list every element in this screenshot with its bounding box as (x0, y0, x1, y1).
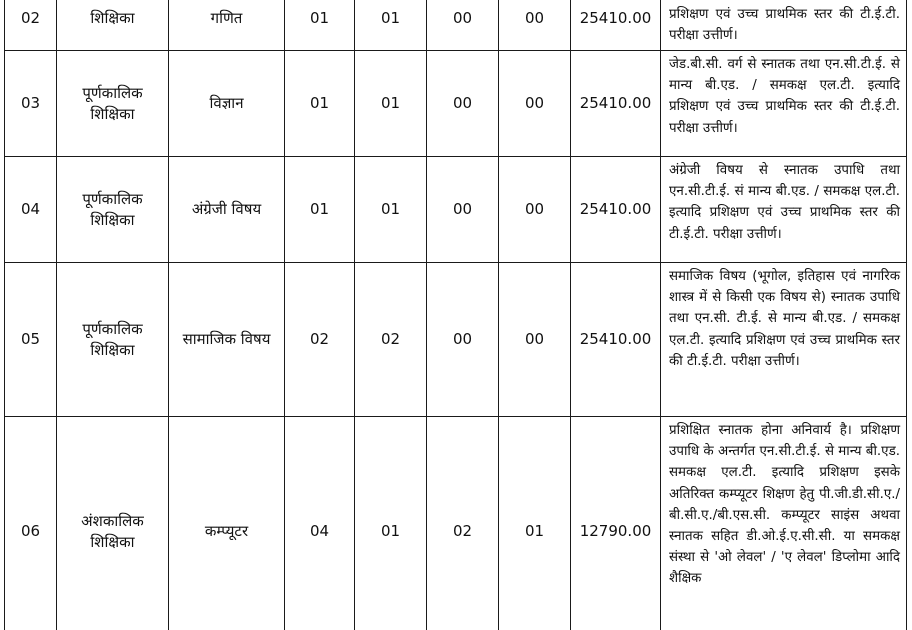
count-cell: 01 (285, 51, 355, 157)
pay-amount: 25410.00 (571, 51, 661, 157)
count-cell: 00 (499, 51, 571, 157)
count-cell: 02 (355, 263, 427, 417)
pay-amount: 12790.00 (571, 417, 661, 630)
count-cell: 02 (427, 417, 499, 630)
subject-name: विज्ञान (169, 51, 285, 157)
post-name: शिक्षिका (57, 0, 169, 51)
table-row (5, 157, 907, 263)
vacancy-table (4, 0, 907, 630)
pay-amount: 25410.00 (571, 157, 661, 263)
post-name: पूर्णकालिक शिक्षिका (57, 51, 169, 157)
count-cell: 01 (355, 157, 427, 263)
count-cell: 01 (285, 0, 355, 51)
subject-name: अंग्रेजी विषय (169, 157, 285, 263)
count-cell: 04 (285, 417, 355, 630)
serial-number: 03 (5, 51, 57, 157)
count-cell: 00 (427, 263, 499, 417)
count-cell: 02 (285, 263, 355, 417)
pay-amount: 25410.00 (571, 263, 661, 417)
post-name: अंशकालिक शिक्षिका (57, 417, 169, 630)
table-row (5, 0, 907, 51)
count-cell: 00 (427, 51, 499, 157)
count-cell: 01 (355, 0, 427, 51)
table-row (5, 51, 907, 157)
count-cell: 01 (499, 417, 571, 630)
post-name: पूर्णकालिक शिक्षिका (57, 157, 169, 263)
count-cell: 00 (427, 157, 499, 263)
qualification-text: अंग्रेजी विषय से स्नातक उपाधि तथा एन.सी.टी.ई. सं मान्य बी.एड. / समकक्ष एल.टी. इत्यादि प्रशिक्षण एवं उच्च प्राथमिक स्तर की टी.ई.टी. परीक्षा उत्तीर्ण। (661, 157, 907, 263)
serial-number: 02 (5, 0, 57, 51)
qualification-text: प्रशिक्षण एवं उच्च प्राथमिक स्तर की टी.ई.टी. परीक्षा उत्तीर्ण। (661, 0, 907, 51)
subject-name: गणित (169, 0, 285, 51)
table-row (5, 263, 907, 417)
qualification-text: प्रशिक्षित स्नातक होना अनिवार्य है। प्रशिक्षण उपाधि के अन्तर्गत एन.सी.टी.ई. से मान्य बी.एड. समकक्ष एल.टी. इत्यादि प्रशिक्षण इसके अतिरिक्त कम्प्यूटर शिक्षण हेतु पी.जी.डी.सी.ए./बी.सी.ए./बी.एस.सी. कम्प्यूटर साइंस अथवा स्नातक सहित डी.ओ.ई.ए.सी.सी. या समकक्ष संस्था से 'ओ लेवल' / 'ए लेवल' डिप्लोमा आदि शैक्षिक (661, 417, 907, 630)
count-cell: 00 (499, 263, 571, 417)
serial-number: 04 (5, 157, 57, 263)
table-row (5, 417, 907, 630)
subject-name: सामाजिक विषय (169, 263, 285, 417)
count-cell: 00 (499, 157, 571, 263)
post-name: पूर्णकालिक शिक्षिका (57, 263, 169, 417)
count-cell: 00 (499, 0, 571, 51)
count-cell: 01 (355, 417, 427, 630)
serial-number: 05 (5, 263, 57, 417)
subject-name: कम्प्यूटर (169, 417, 285, 630)
qualification-text: समाजिक विषय (भूगोल, इतिहास एवं नागरिक शास्त्र में से किसी एक विषय से) स्नातक उपाधि तथा एन.सी. टी.ई. से मान्य बी.एड. / समकक्ष एल.टी. इत्यादि प्रशिक्षण एवं उच्च प्राथमिक स्तर की टी.ई.टी. परीक्षा उत्तीर्ण। (661, 263, 907, 417)
pay-amount: 25410.00 (571, 0, 661, 51)
serial-number: 06 (5, 417, 57, 630)
qualification-text: जेड.बी.सी. वर्ग से स्नातक तथा एन.सी.टी.ई. से मान्य बी.एड. / समकक्ष एल.टी. इत्यादि प्रशिक्षण एवं उच्च प्राथमिक स्तर की टी.ई.टी. परीक्षा उत्तीर्ण। (661, 51, 907, 157)
count-cell: 00 (427, 0, 499, 51)
count-cell: 01 (285, 157, 355, 263)
count-cell: 01 (355, 51, 427, 157)
